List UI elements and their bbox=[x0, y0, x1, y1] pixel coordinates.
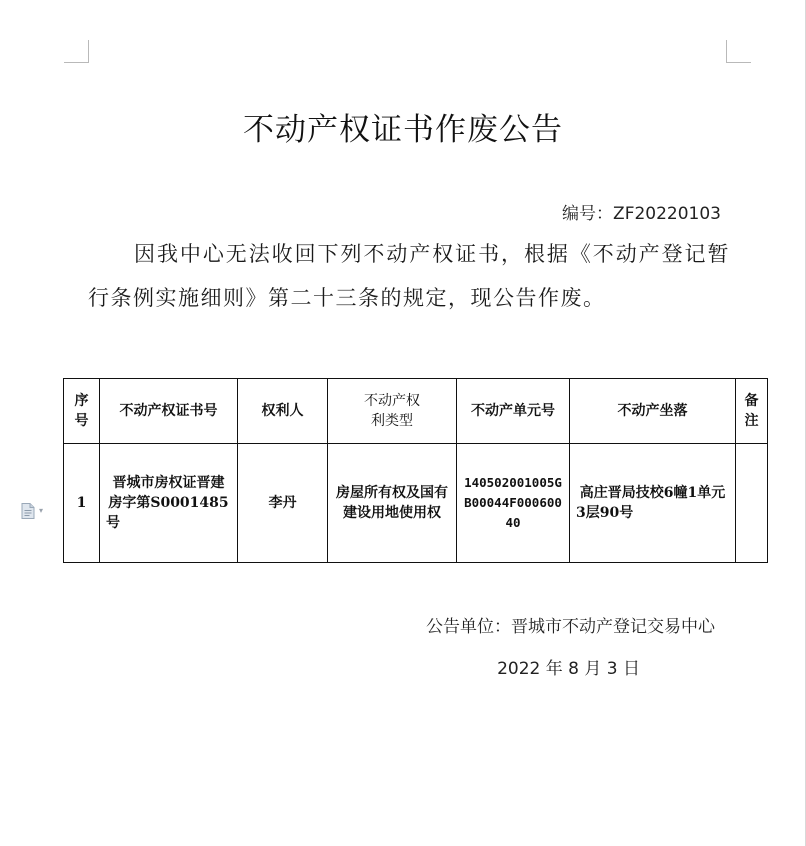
crop-mark-top-right bbox=[726, 40, 751, 63]
document-number: 编号：ZF20220103 bbox=[562, 204, 721, 224]
header-unit-no: 不动产单元号 bbox=[457, 379, 570, 444]
table-row bbox=[64, 444, 768, 563]
header-right-type-text: 不动产权利类型 bbox=[364, 393, 420, 429]
cell-remark bbox=[736, 444, 768, 563]
cell-right-type: 房屋所有权及国有建设用地使用权 bbox=[328, 444, 457, 563]
header-right-type bbox=[328, 379, 457, 444]
notice-body: 因我中心无法收回下列不动产权证书，根据《不动产登记暂行条例实施细则》第二十三条的规定，现公告作废。 bbox=[88, 242, 730, 310]
cell-location: 高庄晋局技校6幢1单元3层90号 bbox=[570, 444, 736, 563]
cell-cert-no: 晋城市房权证晋建房字第S0001485号 bbox=[100, 444, 238, 563]
cell-seq: 1 bbox=[64, 444, 100, 563]
signature-unit: 公告单位：晋城市不动产登记交易中心 bbox=[426, 617, 715, 637]
document-title: 不动产权证书作废公告 bbox=[243, 112, 563, 148]
chevron-down-icon[interactable]: ▾ bbox=[39, 506, 44, 515]
certificate-table bbox=[63, 378, 768, 563]
table-header-row bbox=[64, 379, 768, 444]
header-cert-no: 不动产权证书号 bbox=[100, 379, 238, 444]
cell-unit-no: 140502001005GB00044F00060040 bbox=[457, 444, 570, 563]
header-remark: 备注 bbox=[736, 379, 768, 444]
document-icon-svg bbox=[21, 503, 35, 519]
signature-date: 2022 年 8 月 3 日 bbox=[497, 659, 640, 679]
header-seq: 序号 bbox=[64, 379, 100, 444]
document-icon[interactable] bbox=[21, 503, 35, 519]
header-owner: 权利人 bbox=[238, 379, 328, 444]
cell-owner: 李丹 bbox=[238, 444, 328, 563]
header-location: 不动产坐落 bbox=[570, 379, 736, 444]
crop-mark-top-left bbox=[64, 40, 89, 63]
